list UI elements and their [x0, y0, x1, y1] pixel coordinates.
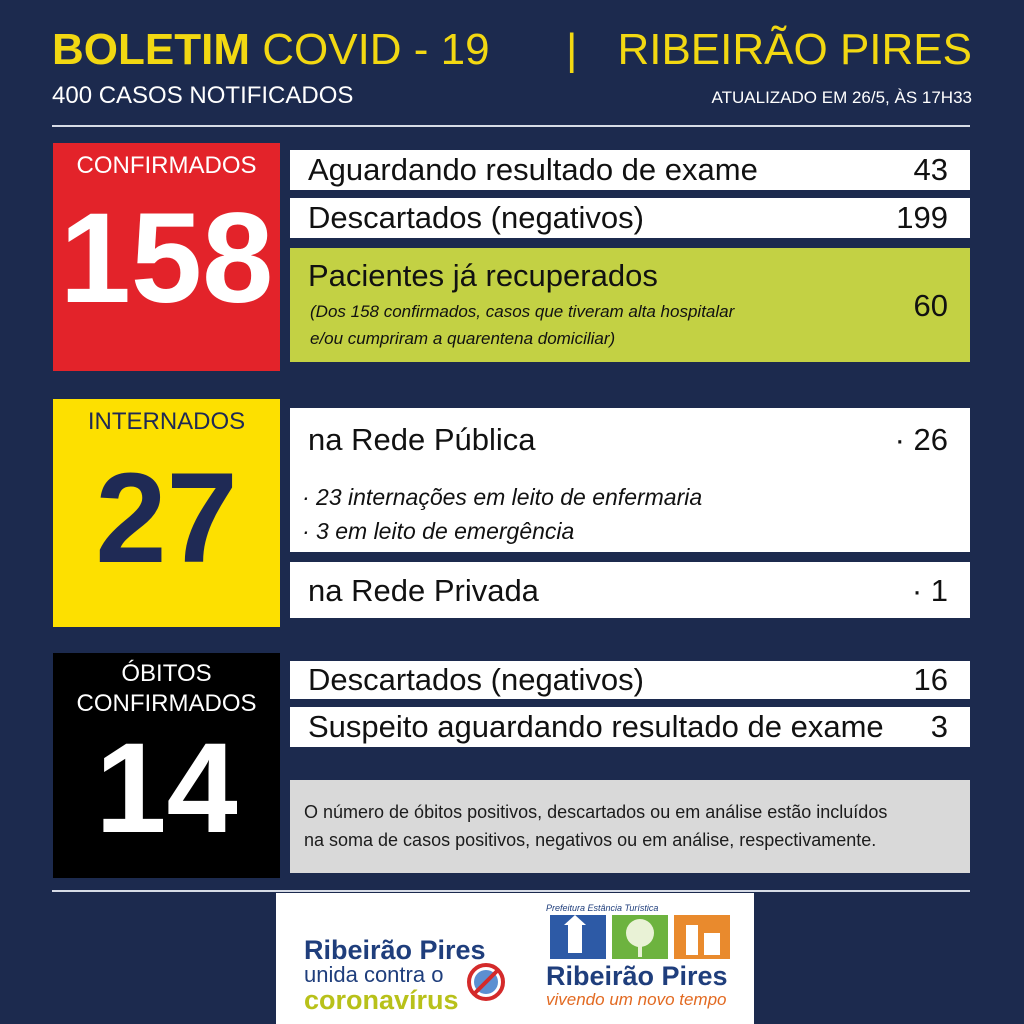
awaiting-exam-label: Aguardando resultado de exame: [308, 152, 758, 187]
bulletin-title: [52, 24, 490, 76]
public-network-value: · 26: [894, 422, 948, 457]
logo2-name: Ribeirão Pires: [546, 961, 728, 991]
deaths-box: [53, 653, 280, 878]
deaths-discarded-row: [290, 661, 970, 699]
deaths-label-1: ÓBITOS: [121, 660, 212, 687]
recovered-note-2: e/ou cumpriram a quarentena domiciliar): [310, 329, 616, 348]
deaths-value: 14: [95, 717, 238, 860]
confirmed-label: CONFIRMADOS: [76, 152, 257, 179]
emergency-beds-detail: · 3 em leito de emergência: [302, 518, 575, 544]
title-bold: BOLETIM: [52, 25, 250, 74]
ward-beds-detail: · 23 internações em leito de enfermaria: [302, 484, 703, 510]
deaths-suspect-label: Suspeito aguardando resultado de exame: [308, 709, 884, 744]
logo1-line3: coronavírus: [304, 985, 459, 1015]
discarded-label: Descartados (negativos): [308, 200, 644, 235]
deaths-label-2: CONFIRMADOS: [76, 690, 257, 717]
city-name: RIBEIRÃO PIRES: [617, 25, 972, 74]
header-divider: [52, 125, 970, 127]
recovered-value: 60: [913, 288, 948, 323]
updated-at: ATUALIZADO EM 26/5, ÀS 17H33: [711, 88, 972, 107]
cases-notified: 400 CASOS NOTIFICADOS: [52, 82, 354, 109]
prefeitura-logo: [546, 903, 736, 1009]
title-separator: |: [566, 25, 578, 74]
deaths-discarded-value: 16: [913, 662, 948, 697]
virus-prohibited-icon: [466, 962, 506, 1002]
deaths-note: [290, 780, 970, 873]
deaths-discarded-label: Descartados (negativos): [308, 662, 644, 697]
public-network-label: na Rede Pública: [308, 422, 536, 457]
deaths-note-1: O número de óbitos positivos, descartados ou em análise estão incluídos: [304, 802, 888, 822]
hospitalized-label: INTERNADOS: [87, 408, 246, 435]
logo1-line1: Ribeirão Pires: [304, 935, 486, 965]
logo1-line2: unida contra o: [304, 962, 444, 987]
confirmed-value: 158: [59, 187, 274, 330]
city-landmarks-icon: [550, 915, 730, 959]
public-network-row: [290, 408, 970, 552]
title-rest: COVID - 19: [262, 25, 490, 74]
awaiting-exam-row: [290, 150, 970, 190]
hospitalized-value: 27: [95, 447, 238, 590]
deaths-note-2: na soma de casos positivos, negativos ou em análise, respectivamente.: [304, 830, 877, 850]
hospitalized-box: [53, 399, 280, 627]
deaths-suspect-row: [290, 707, 970, 747]
awaiting-exam-value: 43: [913, 152, 948, 187]
footer-divider: [52, 890, 970, 892]
discarded-value: 199: [896, 200, 948, 235]
private-network-value: · 1: [911, 573, 948, 608]
logo2-tagline: vivendo um novo tempo: [546, 990, 727, 1009]
deaths-suspect-value: 3: [930, 709, 948, 744]
discarded-row: [290, 198, 970, 238]
recovered-note-1: (Dos 158 confirmados, casos que tiveram alta hospitalar: [310, 302, 735, 321]
recovered-row: [290, 248, 970, 362]
logo2-pre: Prefeitura Estância Turística: [546, 903, 659, 913]
recovered-label: Pacientes já recuperados: [308, 258, 658, 293]
private-network-row: [290, 562, 970, 618]
confirmed-box: [53, 143, 280, 371]
private-network-label: na Rede Privada: [308, 573, 539, 608]
